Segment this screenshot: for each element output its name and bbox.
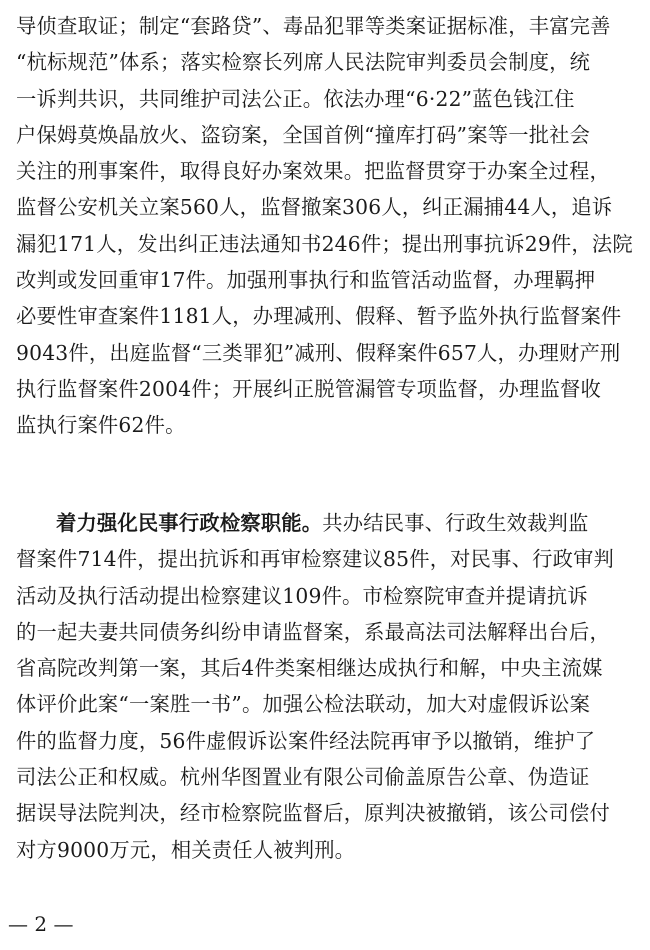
text-line: 司法公正和权威。杭州华图置业有限公司偷盖原告公章、伪造证 (16, 765, 590, 790)
text-line: 的一起夫妻共同债务纠纷申请监督案，系最高法司法解释出台后， (16, 619, 610, 644)
text-line: 监执行案件62件。 (16, 413, 186, 438)
text-line: 户保姆莫焕晶放火、盗窃案，全国首例“撞库打码”案等一批社会 (16, 122, 591, 147)
text-line: 一诉判共识，共同维护司法公正。依法办理“6·22”蓝色钱江住 (16, 86, 575, 111)
paragraph-heading: 着力强化民事行政检察职能。 (56, 511, 323, 535)
text-line: 改判或发回重审17件。加强刑事执行和监管活动监督，办理羁押 (16, 268, 596, 293)
paragraph-criminal-supervision (16, 8, 638, 444)
text-line: 据误导法院判决，经市检察院监督后，原判决被撤销，该公司偿付 (16, 801, 610, 826)
text-line: 省高院改判第一案，其后4件类案相继达成执行和解，中央主流媒 (16, 656, 603, 681)
text-line: 执行监督案件2004件；开展纠正脱管漏管专项监督，办理监督收 (16, 376, 601, 401)
text-line: 监督公安机关立案560人，监督撤案306人，纠正漏捕44人，追诉 (16, 195, 613, 220)
text-line: “杭标规范”体系；落实检察长列席人民法院审判委员会制度，统 (16, 50, 591, 75)
paragraph-civil-administrative (16, 505, 638, 868)
text-line: 体评价此案“一案胜一书”。加强公检法联动，加大对虚假诉讼案 (16, 692, 591, 717)
text-line: 件的监督力度，56件虚假诉讼案件经法院再审予以撤销，维护了 (16, 728, 596, 753)
text-line: 督案件714件，提出抗诉和再审检察建议85件，对民事、行政审判 (16, 547, 615, 572)
text-line: 关注的刑事案件，取得良好办案效果。把监督贯穿于办案全过程， (16, 159, 610, 184)
text-line: 活动及执行活动提出检察建议109件。市检察院审查并提请抗诉 (16, 583, 588, 608)
text-line: 漏犯171人，发出纠正违法通知书246件；提出刑事抗诉29件，法院 (16, 231, 633, 256)
paragraph-first-line (16, 505, 638, 541)
text-line: 导侦查取证；制定“套路贷”、毒品犯罪等类案证据标准，丰富完善 (16, 14, 611, 38)
text-line: 9043件，出庭监督“三类罪犯”减刑、假释案件657人，办理财产刑 (16, 340, 621, 365)
text-line: 对方9000万元，相关责任人被判刑。 (16, 837, 356, 862)
page-number: — 2 — (8, 912, 74, 936)
text-line: 必要性审查案件1181人，办理减刑、假释、暂予监外执行监督案件 (16, 304, 622, 329)
text-line: 共办结民事、行政生效裁判监 (322, 511, 589, 535)
